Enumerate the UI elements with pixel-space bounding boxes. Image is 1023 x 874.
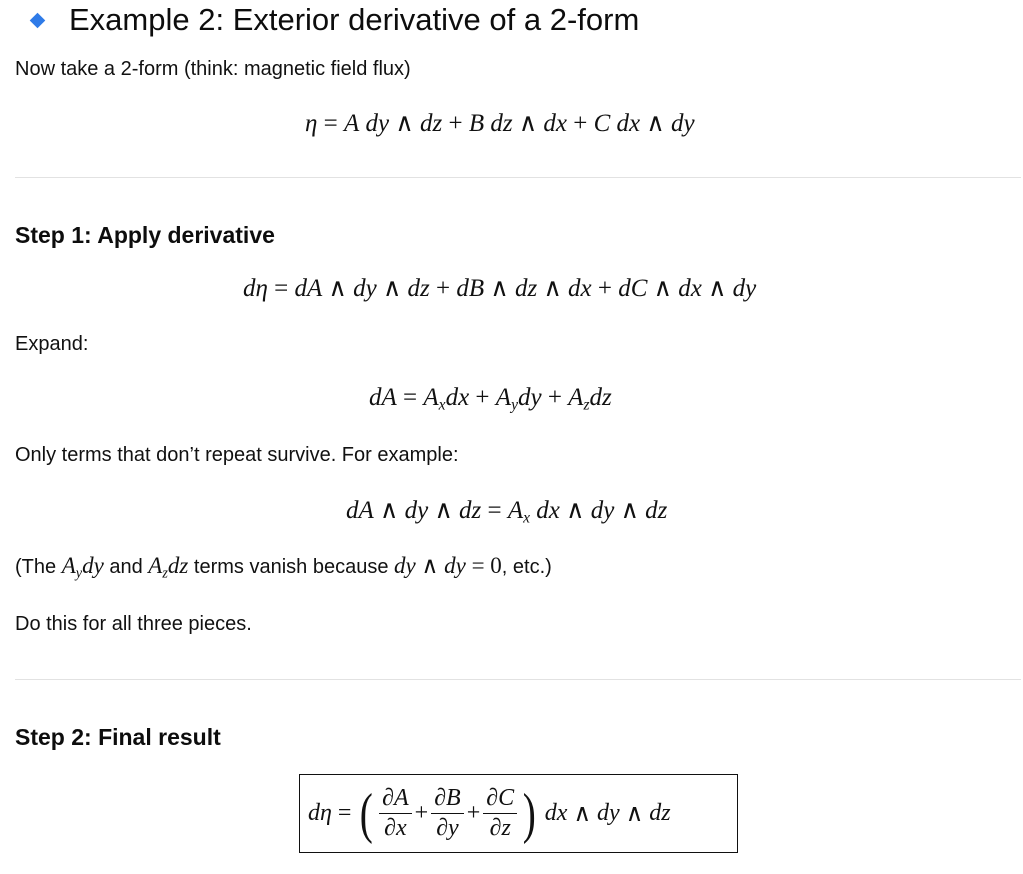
equation-dA: dA = $A_xdx + A_ydy + A_zdz$	[369, 384, 612, 414]
intro-text: Now take a 2-form (think: magnetic field flux)	[15, 58, 411, 80]
final-result-box: dη = ( $\frac{\partial A}{\partial x}$ + $\frac{\partial B}{\partial y}$ + $\frac{\partial C}{\partial z}$ ) dx ∧ dy ∧ dz	[299, 774, 738, 853]
all-three-text: Do this for all three pieces.	[15, 613, 252, 635]
survive-text: Only terms that don’t repeat survive. For example:	[15, 444, 459, 466]
step1-heading: Step 1: Apply derivative	[15, 222, 275, 248]
equation-example: dA ∧ dy ∧ dz = $A_x$ dx ∧ dy ∧ dz	[346, 497, 668, 527]
step2-heading: Step 2: Final result	[15, 724, 221, 750]
diamond-bullet-icon	[30, 12, 46, 28]
divider	[15, 177, 1021, 178]
expand-label: Expand:	[15, 333, 89, 355]
equation-d-eta: dη = dA ∧ dy ∧ dz + dB ∧ dz ∧ dx + dC ∧ dx ∧ dy	[243, 275, 757, 302]
equation-eta: η = A dy ∧ dz + B dz ∧ dx + C dx ∧ dy	[305, 110, 695, 137]
divider	[15, 679, 1021, 680]
vanish-note: (The $A_ydy$ and $A_zdz$ terms vanish because dy ∧ dy = 0, etc.)	[15, 553, 552, 582]
section-title: Example 2: Exterior derivative of a 2-form	[69, 2, 640, 37]
section-heading	[28, 0, 639, 40]
